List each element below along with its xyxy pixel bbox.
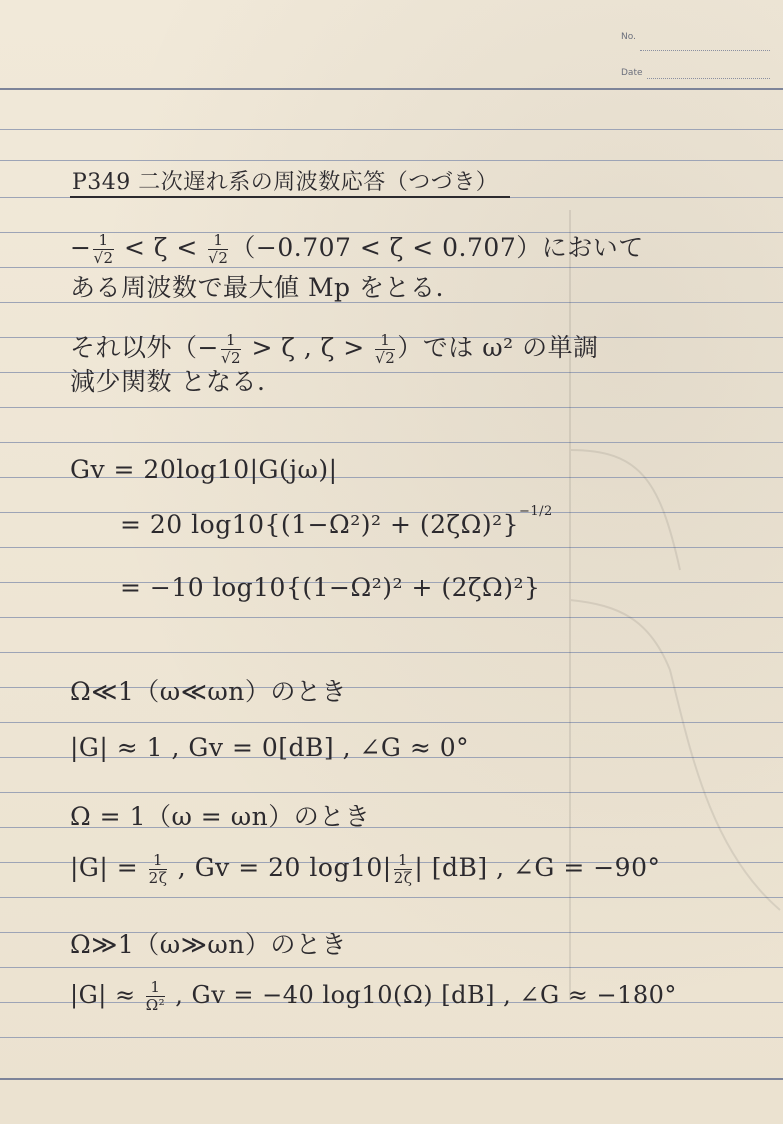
otherwise-line-mid: > ζ , ζ > [243,333,374,362]
ruled-line [0,897,783,898]
case-high-frequency-result [70,980,677,1013]
page-title: P349 二次遅れ系の周波数応答（つづき） [72,170,499,195]
ruled-line [0,617,783,618]
ruled-line [0,407,783,408]
ruled-line [0,722,783,723]
otherwise-line-post: ）では ω² の単調 [397,333,599,362]
ruled-line [0,1078,783,1080]
max-value-line: ある周波数で最大値 Mp をとる. [70,273,444,302]
ruled-line [0,652,783,653]
decreasing-line: 減少関数 となる. [70,367,266,396]
fraction-one-over-root-two: $\frac{1}{√2}$ [220,331,242,367]
ruled-line [0,792,783,793]
gain-equation-step2-body: = 20 log10{(1−Ω²)² + (2ζΩ)²} [120,510,520,539]
otherwise-line [70,328,599,366]
case-high-frequency-result-post: , Gv = −40 log10(Ω) [dB] , ∠G ≈ −180° [167,981,677,1009]
ruled-line [0,547,783,548]
condition-line-pre: − [70,233,92,262]
date-label: Date [621,68,643,78]
fraction-one-over-omega-squared: $\frac{1}{\text{Ω²}}$ [145,978,166,1014]
no-field-line [640,50,770,51]
date-field-line [647,78,770,79]
ruled-line [0,88,783,90]
condition-line [70,228,644,266]
case-resonance-result [70,853,660,886]
fraction-one-over-two-zeta: $\frac{1}{2\zeta}$ [393,851,413,887]
ruled-line [0,160,783,161]
ruled-line [0,967,783,968]
case-high-frequency: Ω≫1（ω≫ωn）のとき [70,930,347,959]
gain-equation-step2 [120,504,553,539]
fraction-one-over-root-two: $\frac{1}{√2}$ [375,331,396,367]
fraction-one-over-root-two: $\frac{1}{√2}$ [208,231,229,267]
case-low-frequency: Ω≪1（ω≪ωn）のとき [70,677,347,706]
exponent-minus-half: −1/2 [519,504,553,519]
bleed-through-graph [560,150,783,1030]
case-resonance-result-mid: , Gv = 20 log10| [169,853,392,882]
case-low-frequency-result: |G| ≈ 1 , Gv = 0[dB] , ∠G ≈ 0° [70,733,470,762]
title-underline [70,196,510,198]
gain-equation-step3: = −10 log10{(1−Ω²)² + (2ζΩ)²} [120,573,541,602]
condition-line-mid: < ζ < [115,233,207,262]
case-resonance-result-pre: |G| = [70,853,147,882]
case-high-frequency-result-pre: |G| ≈ [70,981,144,1009]
fraction-one-over-root-two: $\frac{1}{√2}$ [93,231,114,267]
case-resonance: Ω = 1（ω = ωn）のとき [70,802,371,831]
gain-equation: Gv = 20log10|G(jω)| [70,455,338,484]
no-label: No. [621,32,636,42]
otherwise-line-pre: それ以外（− [70,333,219,362]
fraction-one-over-two-zeta: $\frac{1}{2\zeta}$ [148,851,168,887]
ruled-line [0,1037,783,1038]
case-resonance-result-post: | [dB] , ∠G = −90° [414,853,661,882]
ruled-line [0,442,783,443]
condition-line-post: （−0.707 < ζ < 0.707）において [230,233,644,262]
ruled-line [0,129,783,130]
